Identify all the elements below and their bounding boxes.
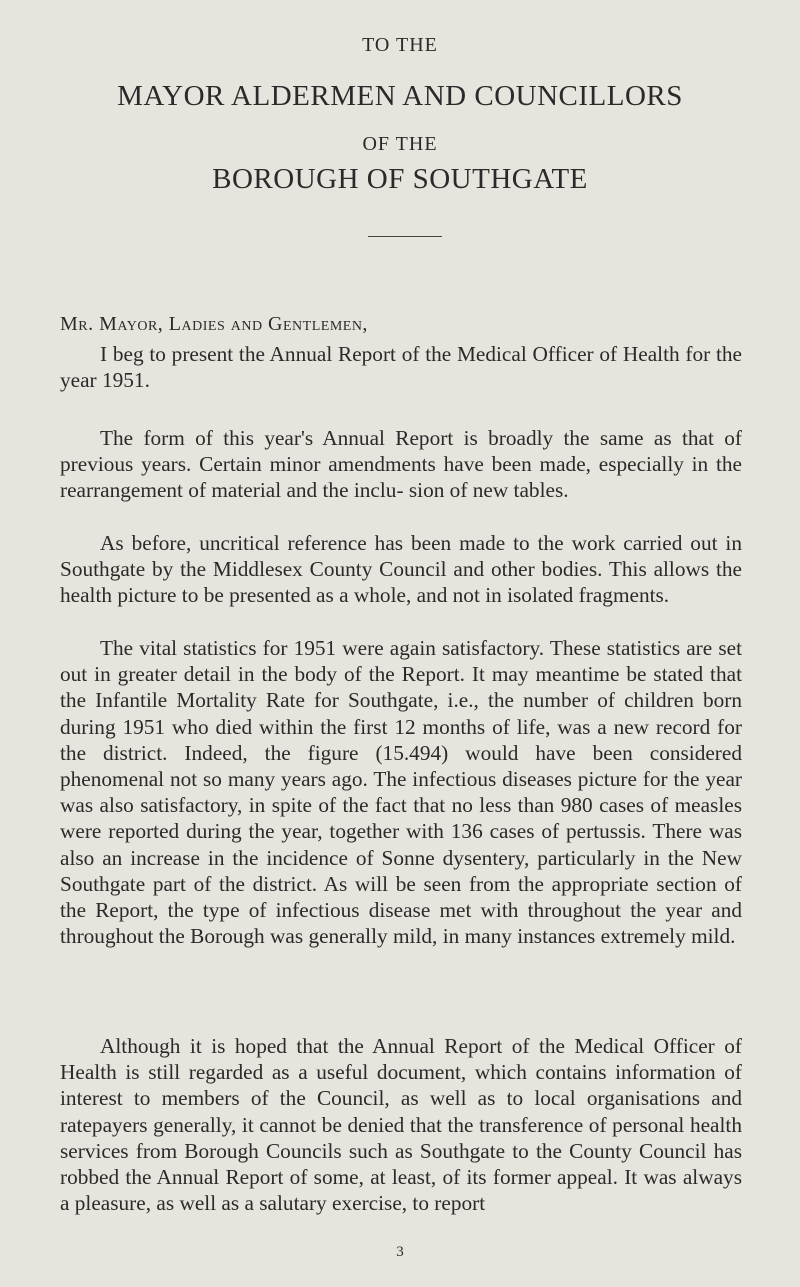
divider-rule: [368, 236, 442, 237]
heading-addressees: MAYOR ALDERMEN AND COUNCILLORS: [117, 80, 683, 112]
heading-borough: BOROUGH OF SOUTHGATE: [212, 163, 588, 195]
paragraph-2: The form of this year's Annual Report is broadly the same as that of previous years. Certain minor amendments have been made, especially in the rearrangement of material and the inclu- sion of new tables.: [60, 426, 742, 503]
paragraph-4: The vital statistics for 1951 were again satisfactory. These statistics are set out in greater detail in the body of the Report. It may meantime be stated that the Infantile Mortality Rate for Southgate, i.e., the number of children born during 1951 who died within the first 12 months of life, was a new record for the district. Indeed, the figure (15.494) would have been considered phenomenal not so many years ago. The infectious diseases picture for the year was also satisfactory, in spite of the fact that no less than 980 cases of measles were reported during the year, together with 136 cases of pertussis. There was also an increase in the incidence of Sonne dysentery, particularly in the New Southgate part of the district. As will be seen from the appropriate section of the Report, the type of infectious disease met with throughout the year and throughout the Borough was generally mild, in many instances extremely mild.: [60, 636, 742, 949]
paragraph-3: As before, uncritical reference has been made to the work carried out in Southgate by the Middlesex County Council and other bodies. This allows the health picture to be presented as a whole, and not in isolated fragments.: [60, 531, 742, 608]
paragraph-1: I beg to present the Annual Report of the Medical Officer of Health for the year 1951.: [60, 342, 742, 393]
salutation: Mr. Mayor, Ladies and Gentlemen,: [60, 313, 368, 335]
page-number: 3: [396, 1244, 404, 1260]
paragraph-5: Although it is hoped that the Annual Report of the Medical Officer of Health is still regarded as a useful document, which contains information of interest to members of the Council, as well as to local organisations and ratepayers generally, it cannot be denied that the transference of personal health services from Borough Councils such as Southgate to the County Council has robbed the Annual Report of some, at least, of its former appeal. It was always a pleasure, as well as a salutary exercise, to report: [60, 1034, 742, 1216]
heading-of-the: OF THE: [362, 133, 438, 155]
heading-to-the: TO THE: [362, 34, 438, 56]
